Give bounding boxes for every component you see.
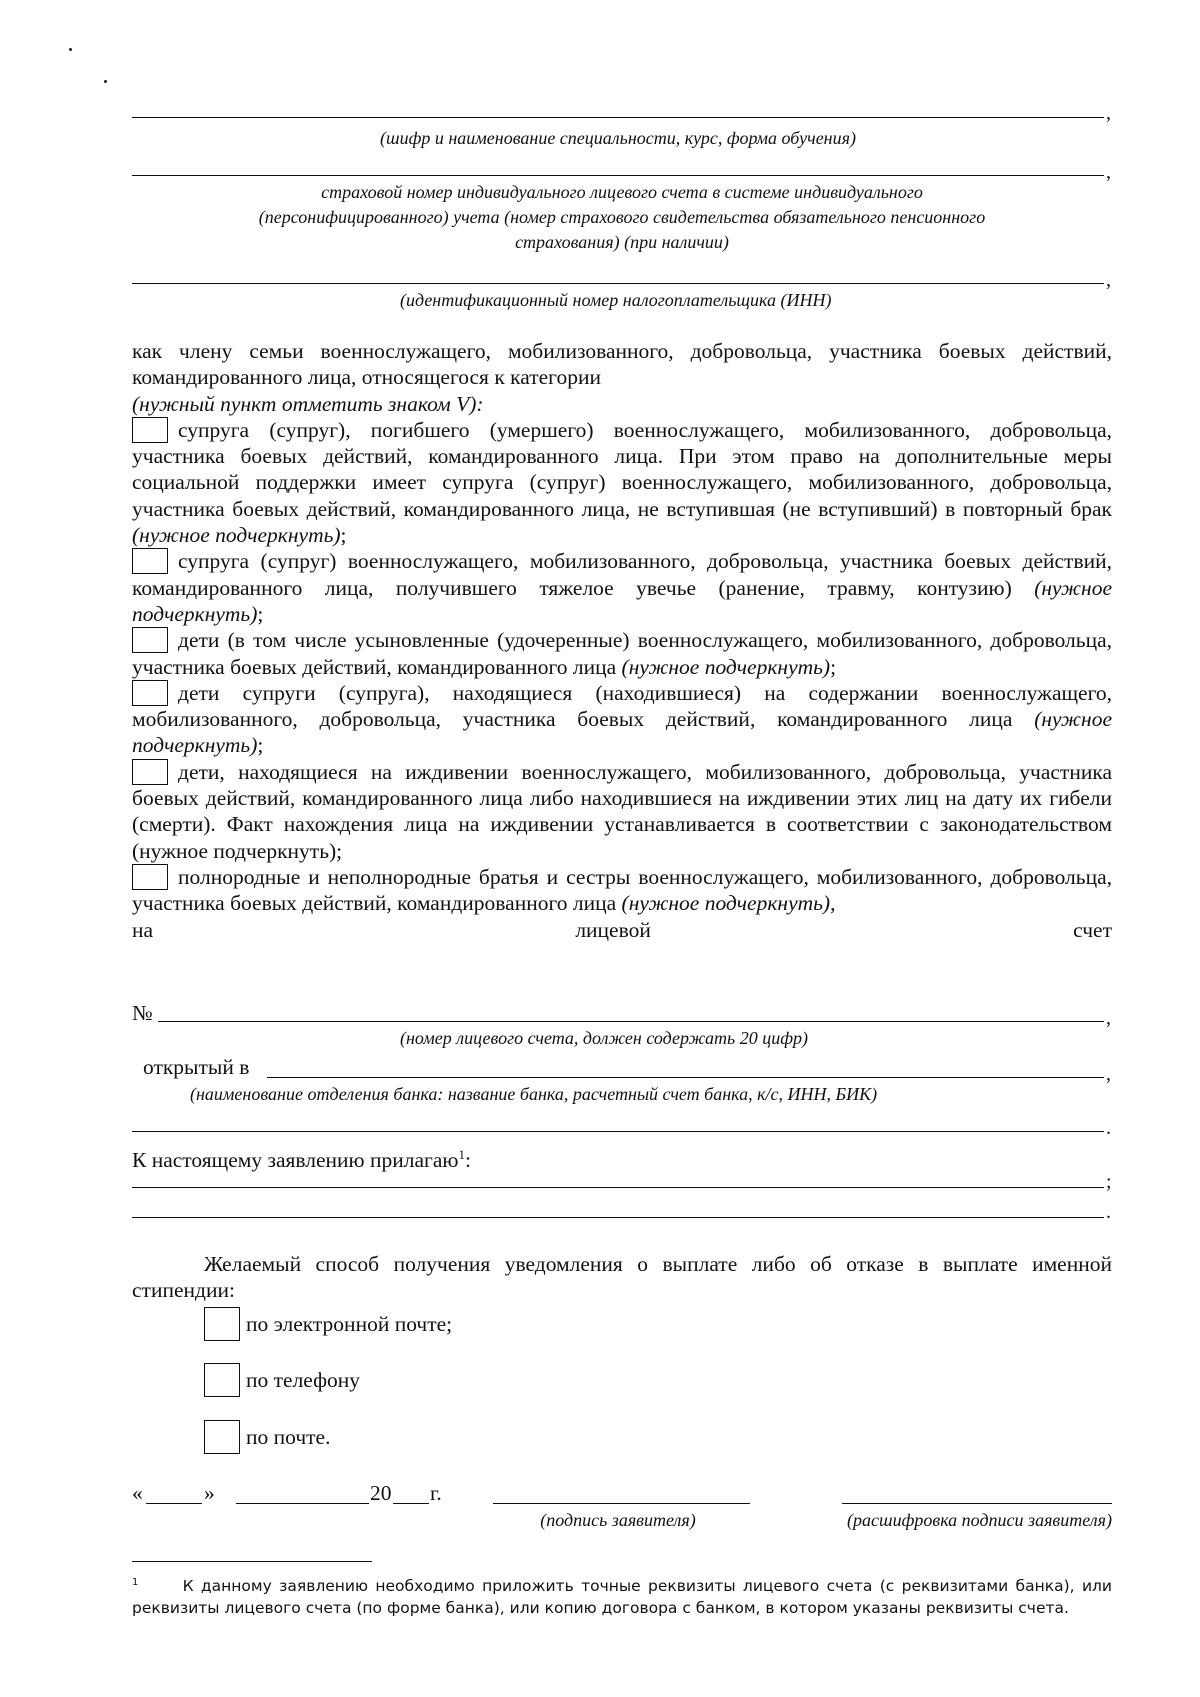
account-number-field[interactable] bbox=[158, 1021, 1104, 1022]
date-month-field[interactable] bbox=[236, 1503, 369, 1504]
year-prefix: 20 bbox=[370, 1481, 392, 1505]
bank-comma: , bbox=[1106, 1063, 1111, 1085]
account-caption: (номер лицевого счета, должен содержать 20 цифр) bbox=[400, 1028, 808, 1048]
inn-comma: , bbox=[1106, 269, 1111, 291]
account-number-sign: № bbox=[132, 1001, 153, 1025]
category-checkbox-1[interactable] bbox=[132, 417, 168, 443]
signature-decode-caption: (расшифровка подписи заявителя) bbox=[847, 1510, 1112, 1530]
category-checkbox-5[interactable] bbox=[132, 759, 168, 785]
bank-name-field[interactable] bbox=[267, 1077, 1104, 1078]
category-option-3: дети (в том числе усыновленные (удочеренные) военнослужащего, мобилизованного, добровольца, участника боевых действий, командированного лица (нужное подчеркнуть); bbox=[132, 628, 1112, 679]
opened-in-label: открытый в bbox=[143, 1055, 250, 1079]
specialty-field[interactable] bbox=[132, 117, 1104, 118]
bank-period: . bbox=[1106, 1117, 1111, 1139]
snils-comma: , bbox=[1106, 161, 1111, 183]
notify-email-label: по электронной почте; bbox=[246, 1312, 453, 1336]
attachment-period: . bbox=[1106, 1201, 1111, 1223]
scan-speck bbox=[69, 48, 72, 51]
footnote bbox=[132, 1572, 1112, 1619]
attachment-field-2[interactable] bbox=[132, 1217, 1104, 1218]
snils-caption-line-1: страховой номер индивидуального лицевого счета в системе индивидуального bbox=[321, 182, 923, 202]
footnote-text: К данному заявлению необходимо приложить точные реквизиты лицевого счета (с реквизитами банка), или реквизиты лицевого счета (по форме банка), или копию договора с банком, в котором указаны реквизиты счета. bbox=[132, 1577, 1112, 1618]
specialty-comma: , bbox=[1106, 102, 1111, 124]
category-checkbox-6[interactable] bbox=[132, 864, 168, 890]
notification-section bbox=[132, 1251, 1112, 1304]
inn-caption: (идентификационный номер налогоплательщика (ИНН) bbox=[400, 290, 832, 310]
notify-email-option bbox=[204, 1306, 452, 1342]
inn-field[interactable] bbox=[132, 283, 1104, 284]
date-year-field[interactable] bbox=[393, 1503, 429, 1504]
year-suffix: г. bbox=[430, 1481, 442, 1505]
footnote-mark: 1 bbox=[132, 1577, 139, 1588]
specialty-caption: (шифр и наименование специальности, курс, форма обучения) bbox=[380, 128, 856, 148]
bank-caption: (наименование отделения банка: название банка, расчетный счет банка, к/с, ИНН, БИК) bbox=[190, 1084, 878, 1104]
category-option-5: дети, находящиеся на иждивении военнослужащего, мобилизованного, добровольца, участника боевых действий, командированного лица либо находившиеся на иждивении этих лиц на дату их гибели (смерти). Факт нахождения лица на иждивении устанавливается в соответствии с законодательством (нужное подчеркнуть); bbox=[132, 759, 1112, 863]
snils-field[interactable] bbox=[132, 175, 1104, 176]
footnote-ref: 1 bbox=[458, 1147, 465, 1162]
category-option-2: супруга (супруг) военнослужащего, мобилизованного, добровольца, участника боевых действий, командированного лица, получившего тяжелое увечье (ранение, травму, контузию) (нужное подчеркнуть); bbox=[132, 549, 1113, 626]
notification-text: Желаемый способ получения уведомления о выплате либо об отказе в выплате именной стипендии: bbox=[132, 1252, 1112, 1303]
bank-details-field[interactable] bbox=[132, 1131, 1104, 1132]
notify-phone-label: по телефону bbox=[246, 1368, 361, 1392]
account-words-row: на лицевой счет bbox=[132, 917, 1112, 942]
intro-instruction: (нужный пункт отметить знаком V): bbox=[132, 391, 484, 416]
attachments-label: К настоящему заявлению прилагаю$^1$: bbox=[132, 1147, 471, 1173]
signature-decode-field[interactable] bbox=[842, 1503, 1112, 1504]
category-option-4: дети супруги (супруга), находящиеся (находившиеся) на содержании военнослужащего, мобилизованного, добровольца, участника боевых действий, командированного лица (нужное подчеркнуть); bbox=[132, 680, 1112, 758]
category-checkbox-3[interactable] bbox=[132, 627, 168, 653]
notify-phone-option bbox=[204, 1362, 360, 1398]
snils-caption-line-3: страхования) (при наличии) bbox=[515, 232, 729, 252]
date-close-quote: » bbox=[204, 1481, 215, 1505]
notify-phone-checkbox[interactable] bbox=[204, 1363, 240, 1397]
signature-caption: (подпись заявителя) bbox=[540, 1510, 696, 1530]
account-comma: , bbox=[1106, 1007, 1111, 1029]
attachment-semicolon: ; bbox=[1106, 1171, 1112, 1193]
snils-caption-line-2: (персонифицированного) учета (номер страхового свидетельства обязательного пенсионного bbox=[258, 207, 986, 227]
intro-text: как члену семьи военнослужащего, мобилизованного, добровольца, участника боевых действий, командированного лица, относящегося к категории bbox=[132, 339, 1112, 390]
notify-email-checkbox[interactable] bbox=[204, 1307, 240, 1341]
notify-post-option bbox=[204, 1419, 330, 1455]
footnote-separator bbox=[132, 1561, 372, 1562]
date-open-quote: « bbox=[132, 1481, 143, 1505]
category-option-1: супруга (супруг), погибшего (умершего) военнослужащего, мобилизованного, добровольца, участника боевых действий, командированного лица. При этом право на дополнительные меры социальной поддержки имеет супруга (супруг) военнослужащего, мобилизованного, добровольца, участника боевых действий, командированного лица, не вступившая (не вступивший) в повторный брак (нужное подчеркнуть); bbox=[132, 417, 1112, 548]
signature-field[interactable] bbox=[493, 1503, 750, 1504]
category-option-6: полнородные и неполнородные братья и сестры военнослужащего, мобилизованного, добровольца, участника боевых действий, командированного лица (нужное подчеркнуть), bbox=[132, 864, 1112, 916]
notify-post-label: по почте. bbox=[246, 1425, 331, 1449]
category-section bbox=[132, 338, 1112, 943]
category-checkbox-4[interactable] bbox=[132, 680, 168, 706]
date-day-field[interactable] bbox=[146, 1503, 202, 1504]
category-checkbox-2[interactable] bbox=[132, 548, 168, 574]
notify-post-checkbox[interactable] bbox=[204, 1420, 240, 1454]
scan-speck bbox=[104, 80, 107, 83]
attachment-field-1[interactable] bbox=[132, 1187, 1104, 1188]
